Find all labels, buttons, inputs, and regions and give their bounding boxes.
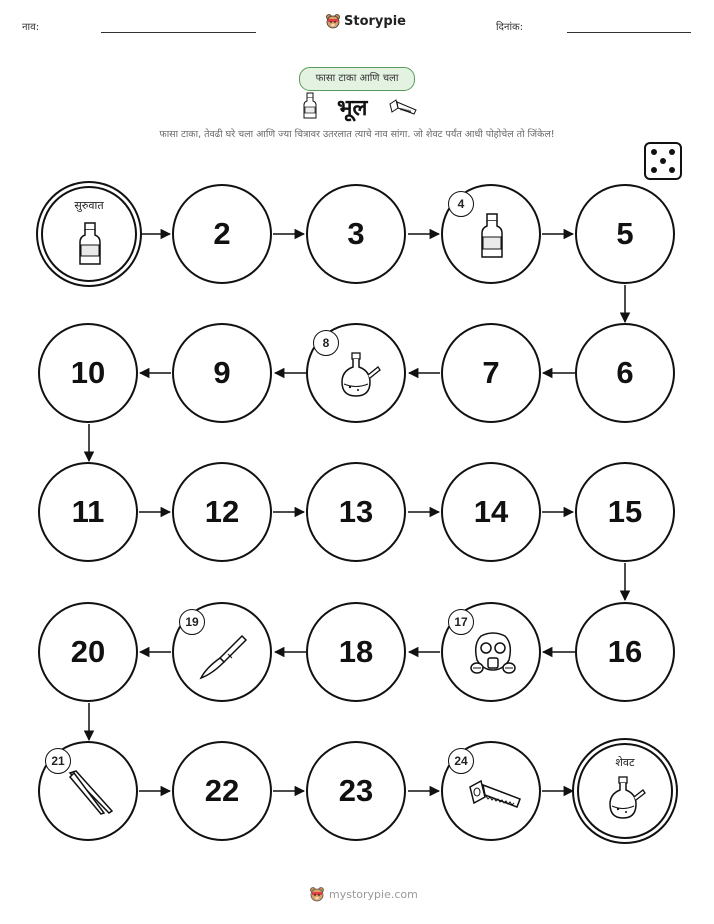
- gas-mask-icon: [469, 630, 517, 680]
- saw-icon: [467, 775, 523, 815]
- start-label: सुरुवात: [74, 199, 104, 212]
- cell-11[interactable]: [38, 462, 138, 562]
- cell-number-tag: 4: [448, 191, 474, 217]
- cell-24[interactable]: [441, 741, 541, 841]
- cell-number-tag: 8: [313, 330, 339, 356]
- cell-10[interactable]: [38, 323, 138, 423]
- scalpel-icon: [198, 632, 248, 682]
- cell-6[interactable]: [575, 323, 675, 423]
- game-title: भूल: [337, 96, 368, 121]
- cell-number: 2: [213, 216, 231, 251]
- footer: [309, 886, 418, 902]
- cell-number: 11: [71, 494, 105, 529]
- cell-number: 3: [347, 216, 365, 251]
- instructions: फासा टाका, तेवढी घरे चला आणि ज्या चित्रावर उतरलात त्याचे नाव सांगा. जो शेवट पर्यंत आधी पोहोचेल तो जिंकेल!: [159, 129, 555, 140]
- cell-number: 20: [70, 634, 106, 669]
- cell-15[interactable]: [575, 462, 675, 562]
- cell-19[interactable]: [172, 602, 272, 702]
- cell-8[interactable]: [306, 323, 406, 423]
- flask-icon: [607, 775, 647, 821]
- cell-number: 10: [70, 355, 106, 390]
- cell-number-tag: 21: [45, 748, 71, 774]
- name-label: नाव:: [22, 22, 40, 33]
- cell-21[interactable]: [38, 741, 138, 841]
- cell-3[interactable]: [306, 184, 406, 284]
- cell-number: 5: [616, 216, 634, 251]
- date-label: दिनांक:: [496, 22, 524, 33]
- cell-number-tag: 17: [448, 609, 474, 635]
- cell-number: 13: [338, 494, 374, 529]
- cell-number: 22: [204, 773, 240, 808]
- cell-number: 6: [616, 355, 634, 390]
- cell-number: 14: [473, 494, 509, 529]
- cell-9[interactable]: [172, 323, 272, 423]
- end-label: शेवट: [615, 756, 635, 769]
- cell-number-tag: 24: [448, 748, 474, 774]
- bottle-icon: [77, 221, 103, 267]
- cell-4[interactable]: [441, 184, 541, 284]
- bottle-icon: [479, 212, 505, 260]
- cell-number: 15: [607, 494, 643, 529]
- cell-12[interactable]: [172, 462, 272, 562]
- cell-number: 12: [204, 494, 240, 529]
- cell-number: 23: [338, 773, 374, 808]
- footer-url[interactable]: mystorypie.com: [329, 887, 418, 901]
- cell-5[interactable]: [575, 184, 675, 284]
- cell-23[interactable]: [306, 741, 406, 841]
- cell-13[interactable]: [306, 462, 406, 562]
- game-badge: फासा टाका आणि चला: [299, 67, 415, 91]
- cell-7[interactable]: [441, 323, 541, 423]
- cell-number: 18: [338, 634, 374, 669]
- cell-17[interactable]: [441, 602, 541, 702]
- brand-name: Storypie: [344, 13, 406, 29]
- tweezers-icon: [66, 767, 116, 817]
- cell-18[interactable]: [306, 602, 406, 702]
- cell-number-tag: 19: [179, 609, 205, 635]
- cell-2[interactable]: [172, 184, 272, 284]
- cell-20[interactable]: [38, 602, 138, 702]
- start-cell[interactable]: [41, 186, 137, 282]
- bear-mascot-icon: [309, 886, 325, 902]
- flask-icon: [338, 351, 382, 399]
- cell-22[interactable]: [172, 741, 272, 841]
- cell-number: 9: [213, 355, 231, 390]
- end-cell[interactable]: [577, 743, 673, 839]
- cell-16[interactable]: [575, 602, 675, 702]
- cell-14[interactable]: [441, 462, 541, 562]
- cell-number: 16: [607, 634, 643, 669]
- cell-number: 7: [482, 355, 500, 390]
